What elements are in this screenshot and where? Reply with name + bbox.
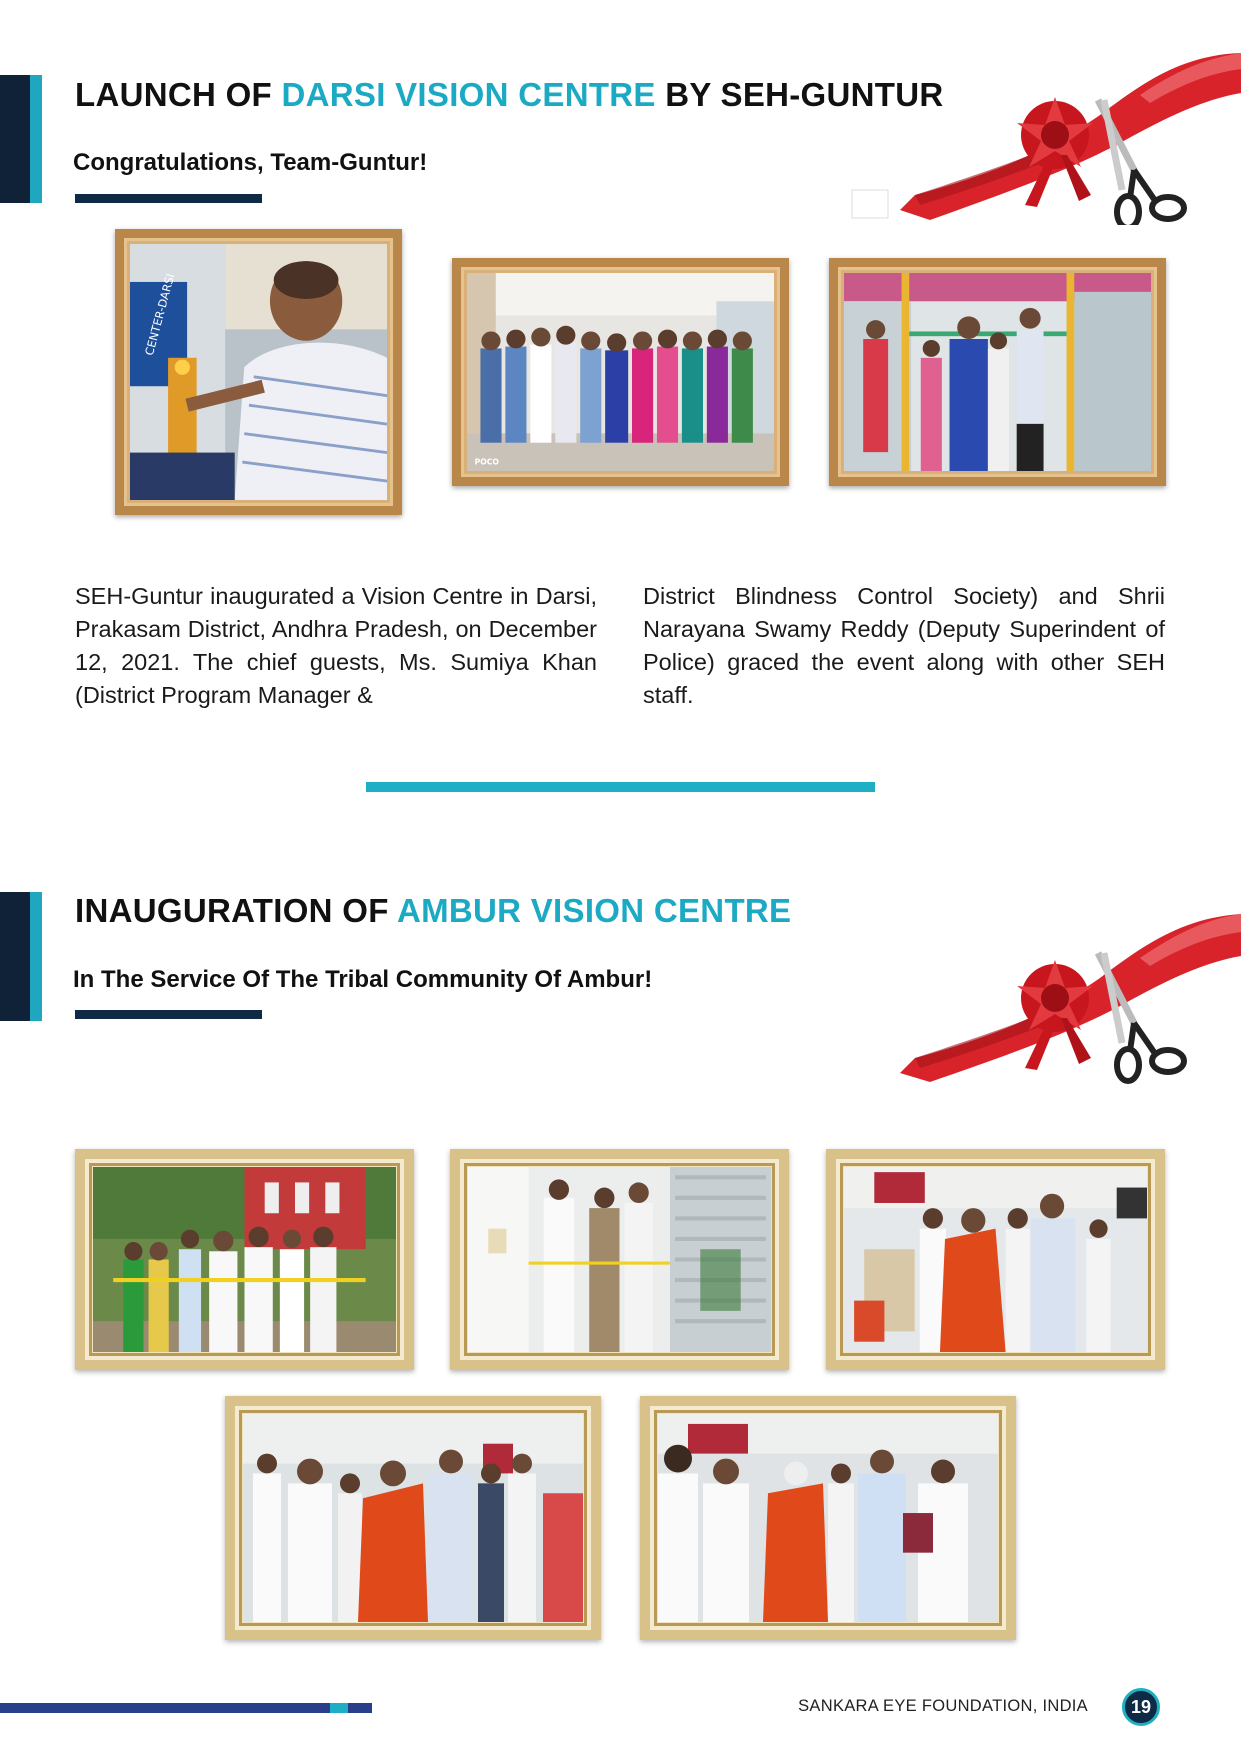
footer-bar [0, 1703, 330, 1713]
section1-underline [75, 194, 262, 203]
section2-underline [75, 1010, 262, 1019]
section1-paragraph-right: District Blindness Control Society) and Shrii Narayana Swamy Reddy (Deputy Superindent of Police) graced the event along with other SEH staff. [643, 583, 1165, 708]
lamp-lighting-photo [130, 244, 387, 500]
shawl-honouring-photo-3 [658, 1414, 998, 1622]
section2-photo-frame-5 [640, 1396, 1016, 1640]
section1-side-bar [0, 75, 30, 203]
section2-title [75, 892, 791, 930]
section1-photo-frame-3 [829, 258, 1166, 486]
section2-photo-frame-2 [450, 1149, 789, 1370]
photo-watermark: POCO [474, 457, 499, 467]
footer-organization: SANKARA EYE FOUNDATION, INDIA [798, 1697, 1088, 1715]
ribbon-scissors-icon [850, 45, 1241, 225]
section1-title-accent: DARSI VISION CENTRE [281, 76, 656, 113]
section1-paragraph-left: SEH-Guntur inaugurated a Vision Centre in Darsi, Prakasam District, Andhra Pradesh, on December 12, 2021. The chief guests, Ms. Sumiya Khan (District Program Manager & [75, 583, 597, 708]
section2-side-bar [0, 892, 30, 1021]
indoor-ribbon-cutting-photo [468, 1167, 771, 1352]
section1-title-prefix: LAUNCH OF [75, 76, 282, 113]
section2-photo-frame-4 [225, 1396, 601, 1640]
section2-photo-frame-3 [826, 1149, 1165, 1370]
section2-photo-frame-1 [75, 1149, 414, 1370]
shawl-honouring-photo [844, 1167, 1147, 1352]
outdoor-ribbon-cutting-photo [93, 1167, 396, 1352]
footer-bar-accent [330, 1703, 348, 1713]
section2-title-prefix: INAUGURATION OF [75, 892, 397, 929]
section1-photo-frame-1 [115, 229, 402, 515]
section2-subtitle: In The Service Of The Tribal Community Of Ambur! [73, 966, 653, 993]
ribbon-cutting-photo [844, 273, 1151, 471]
section-divider [366, 782, 875, 792]
shawl-honouring-photo-2 [243, 1414, 583, 1622]
section1-photo-frame-2 [452, 258, 789, 486]
section1-subtitle: Congratulations, Team-Guntur! [73, 149, 428, 176]
center-sign-text: CENTER-DARSI [141, 271, 178, 357]
ribbon-scissors-icon-2 [850, 910, 1241, 1090]
group-photo [467, 273, 774, 471]
page-number-badge: 19 [1122, 1688, 1160, 1726]
section1-title-suffix: BY SEH-GUNTUR [655, 76, 944, 113]
section1-title [75, 76, 944, 114]
section2-side-bar-accent [30, 892, 42, 1021]
section1-side-bar-accent [30, 75, 42, 203]
section2-title-accent: AMBUR VISION CENTRE [396, 892, 792, 929]
footer-bar-end [348, 1703, 372, 1713]
